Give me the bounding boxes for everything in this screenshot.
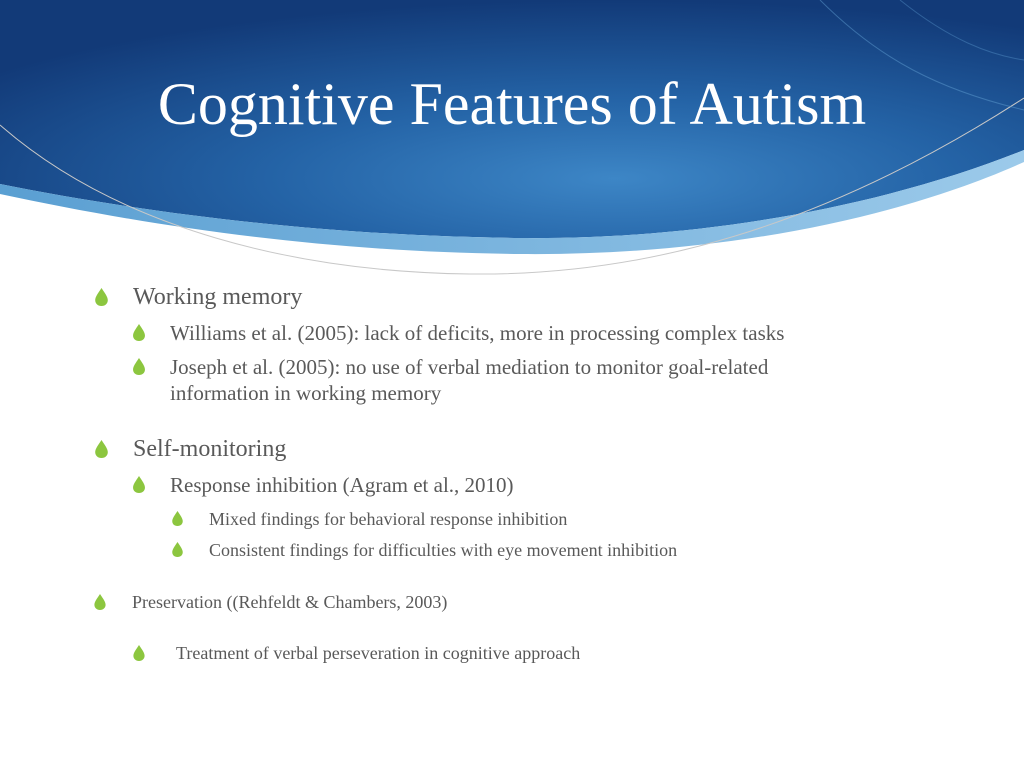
bullet-consistent-findings [209,538,677,562]
leaf-bullet-icon [133,358,145,375]
bullet-treatment [176,641,580,665]
leaf-bullet-icon [94,594,106,610]
bullet-text: Mixed findings for behavioral response inhibition [209,509,568,529]
bullet-text: Joseph et al. (2005): no use of verbal mediation to monitor goal-related [170,355,769,379]
header-wave-background [0,0,1024,300]
bullet-text: Response inhibition (Agram et al., 2010) [170,473,514,497]
leaf-bullet-icon [133,476,145,493]
bullet-text: Williams et al. (2005): lack of deficits, more in processing complex tasks [170,321,785,345]
bullet-text: information in working memory [170,381,442,405]
bullet-self-monitoring [133,434,286,464]
bullet-text: Preservation ((Rehfeldt & Chambers, 2003) [132,592,448,612]
bullet-joseph-continued [170,380,441,406]
leaf-bullet-icon [172,542,183,557]
leaf-bullet-icon [95,288,108,306]
leaf-bullet-icon [172,511,183,526]
leaf-bullet-icon [133,645,145,661]
leaf-bullet-icon [95,440,108,458]
bullet-joseph [170,354,768,380]
bullet-text: Working memory [133,284,303,310]
bullet-working-memory [133,282,302,312]
bullet-text: Treatment of verbal perseveration in cognitive approach [176,643,581,663]
bullet-text: Consistent findings for difficulties with eye movement inhibition [209,540,678,560]
leaf-bullet-icon [133,324,145,341]
bullet-preservation [132,590,447,614]
slide-title: Cognitive Features of Autism [157,71,867,137]
bullet-response-inhibition [170,472,514,498]
bullet-text: Self-monitoring [133,436,287,462]
bullet-mixed-findings [209,507,567,531]
bullet-williams [170,320,784,346]
